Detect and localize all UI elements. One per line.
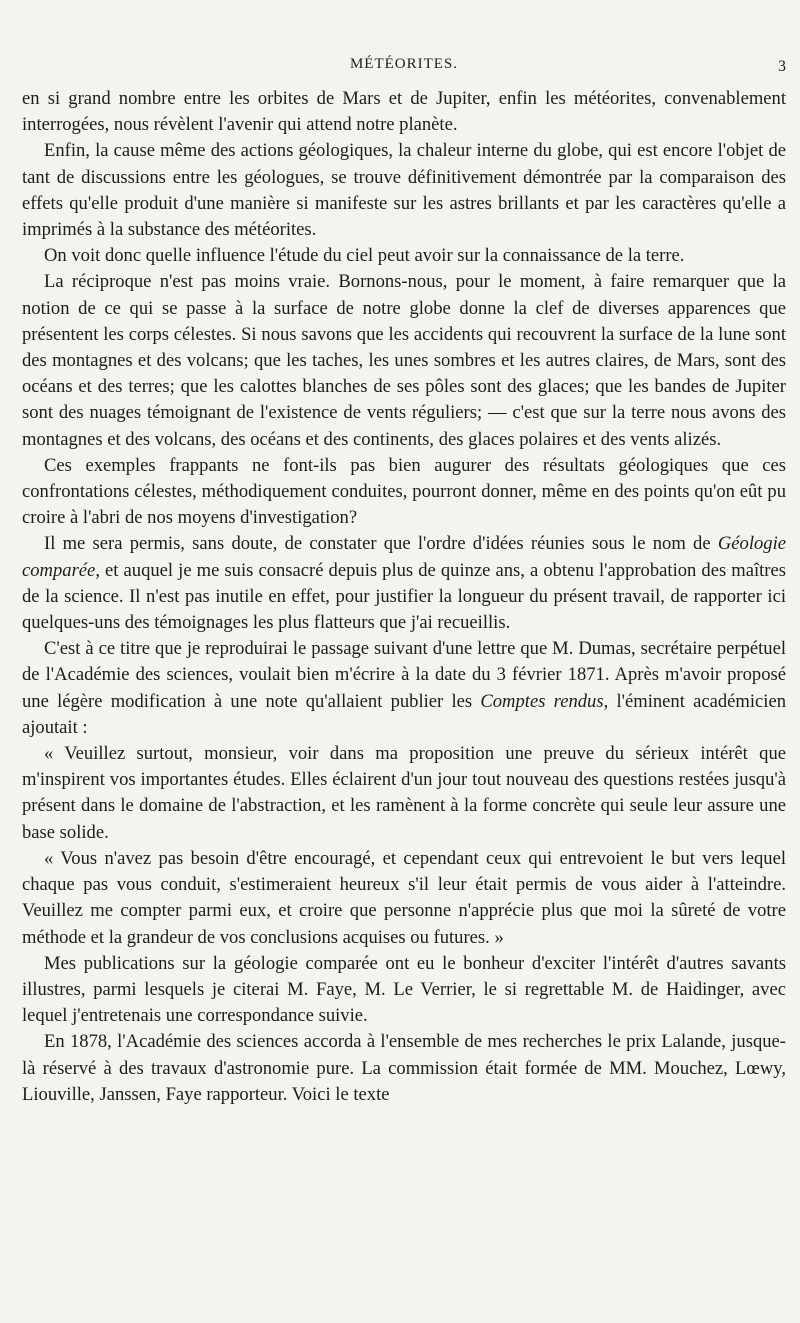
- paragraph-5: Ces exemples frappants ne font-ils pas bien augurer des résultats géologiques que ces confrontations célestes, méthodiquement conduites, pourront donner, même en des points qu'on eût pu croire à l'abri de nos moyens d'investigation?: [22, 454, 786, 529]
- paragraph-3: On voit donc quelle influence l'étude du ciel peut avoir sur la connaissance de la terre.: [44, 245, 685, 267]
- body-text: [22, 86, 786, 1108]
- paragraph-10: Mes publications sur la géologie comparée ont eu le bonheur d'exciter l'intérêt d'autres savants illustres, parmi lesquels je citerai M. Faye, M. Le Verrier, le si regrettable M. de Haidinger, avec lequel j'entretenais une correspondance suivie.: [22, 952, 786, 1027]
- paragraph-8-quote: « Veuillez surtout, monsieur, voir dans ma proposition une preuve du sérieux intérêt que m'inspirent vos importantes études. Elles éclairent d'un jour tout nouveau des questions restées jusqu'à présent dans le domaine de l'abstraction, et les ramènent à la forme concrète qui seule leur assure une base solide.: [22, 743, 786, 843]
- page-header: [22, 56, 786, 84]
- paragraph-11: En 1878, l'Académie des sciences accorda à l'ensemble de mes recherches le prix Lalande, jusque-là réservé à des travaux d'astronomie pure. La commission était formée de MM. Mouchez, Lœwy, Liouville, Janssen, Faye rapporteur. Voici le texte: [22, 1031, 786, 1105]
- paragraph-7-text-before: C'est à ce titre que je reproduirai le passage suivant d'une lettre que M. Dumas, secrétaire perpétuel de l'Académie des sciences, voulait bien m'écrire à la date du 3 février 1871. Après m'avoir proposé une légère modification à une note qu'allaient publier les: [22, 638, 786, 712]
- paragraph-4: La réciproque n'est pas moins vraie. Bornons-nous, pour le moment, à faire remarquer que la notion de ce qui se passe à la surface de notre globe donne la clef de diverses apparences que présentent les corps célestes. Si nous savons que les accidents qui recouvrent la surface de la lune sont des montagnes et des volcans; que les taches, les unes sombres et les autres claires, de Mars, sont des océans et des terres; que les calottes blanches de ses pôles sont des glaces; que les bandes de Jupiter sont des nuages témoignant de l'existence de vents réguliers; — c'est que sur la terre nous avons des montagnes et des volcans, des océans et des continents, des glaces polaires et des vents alizés.: [22, 271, 786, 450]
- geologie-comparee-title: Géologie comparée: [22, 533, 786, 581]
- paragraph-6-text-after: , et auquel je me suis consacré depuis plus de quinze ans, a obtenu l'approbation des maîtres de la science. Il n'est pas inutile en effet, pour justifier la longueur du présent travail, de rapporter ici quelques-uns des témoignages les plus flatteurs que j'ai recueillis.: [22, 559, 786, 634]
- paragraph-9-quote: « Vous n'avez pas besoin d'être encouragé, et cependant ceux qui entrevoient le but vers lequel chaque pas vous conduit, s'estimeraient heureux s'il leur était permis de vous aider à l'atteindre. Veuillez me compter parmi eux, et croire que personne n'apprécie plus que moi la sûreté de votre méthode et la grandeur de vos conclusions acquises ou futures. »: [22, 847, 786, 948]
- paragraph-7-text-after: , l'éminent académicien ajoutait :: [22, 690, 786, 738]
- page-number: 3: [778, 58, 786, 75]
- paragraph-7: [22, 636, 786, 741]
- comptes-rendus-title: Comptes rendus: [480, 690, 604, 712]
- paragraph-2: Enfin, la cause même des actions géologiques, la chaleur interne du globe, qui est encore l'objet de tant de discussions entre les géologues, se trouve définitivement démontrée par la comparaison des effets qu'elle produit d'une manière si manifeste sur les astres brillants et par les caractères qu'elle a imprimés à la substance des météorites.: [22, 140, 786, 241]
- book-page: [22, 56, 786, 1108]
- paragraph-1: en si grand nombre entre les orbites de Mars et de Jupiter, enfin les météorites, convenablement interrogées, nous révèlent l'avenir qui attend notre planète.: [22, 88, 786, 136]
- running-head: MÉTÉORITES.: [349, 56, 459, 72]
- paragraph-6-text-before: Il me sera permis, sans doute, de constater que l'ordre d'idées réunies sous le nom de: [44, 533, 718, 555]
- paragraph-6: [22, 531, 786, 636]
